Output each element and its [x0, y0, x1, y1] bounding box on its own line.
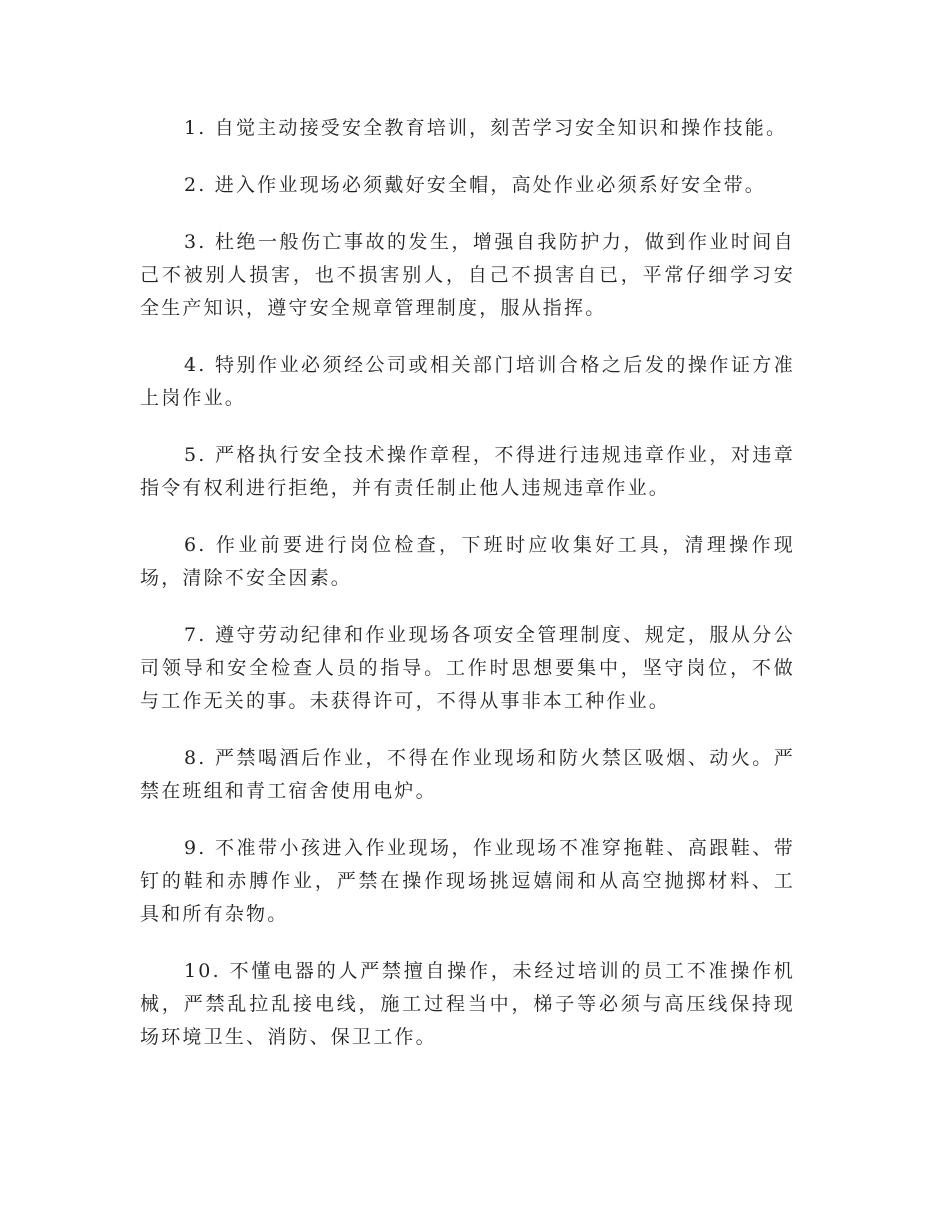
paragraph-7: 7. 遵守劳动纪律和作业现场各项安全管理制度、规定，服从分公司领导和安全检查人员的指导。工作时思想要集中，坚守岗位，不做与工作无关的事。未获得许可，不得从事非本工种作业。 — [140, 624, 795, 712]
paragraph-6: 6. 作业前要进行岗位检查，下班时应收集好工具，清理操作现场，清除不安全因素。 — [140, 534, 795, 589]
paragraph-4: 4. 特别作业必须经公司或相关部门培训合格之后发的操作证方准上岗作业。 — [140, 354, 795, 409]
paragraph-8: 8. 严禁喝酒后作业，不得在作业现场和防火禁区吸烟、动火。严禁在班组和青工宿舍使用电炉。 — [140, 747, 795, 802]
paragraph-1: 1. 自觉主动接受安全教育培训，刻苦学习安全知识和操作技能。 — [184, 117, 788, 139]
document-body — [140, 112, 795, 1078]
paragraph-10: 10. 不懂电器的人严禁擅自操作，未经过培训的员工不准操作机械，严禁乱拉乱接电线，施工过程当中，梯子等必须与高压线保持现场环境卫生、消防、保卫工作。 — [140, 960, 795, 1048]
paragraph-5: 5. 严格执行安全技术操作章程，不得进行违规违章作业，对违章指令有权利进行拒绝，并有责任制止他人违规违章作业。 — [140, 444, 795, 499]
paragraph-2: 2. 进入作业现场必须戴好安全帽，高处作业必须系好安全带。 — [184, 174, 766, 196]
paragraph-3: 3. 杜绝一般伤亡事故的发生，增强自我防护力，做到作业时间自己不被别人损害，也不损害别人，自己不损害自已，平常仔细学习安全生产知识，遵守安全规章管理制度，服从指挥。 — [140, 231, 795, 319]
paragraph-9: 9. 不准带小孩进入作业现场，作业现场不准穿拖鞋、高跟鞋、带钉的鞋和赤膊作业，严禁在操作现场挑逗嬉闹和从高空抛掷材料、工具和所有杂物。 — [140, 837, 795, 925]
